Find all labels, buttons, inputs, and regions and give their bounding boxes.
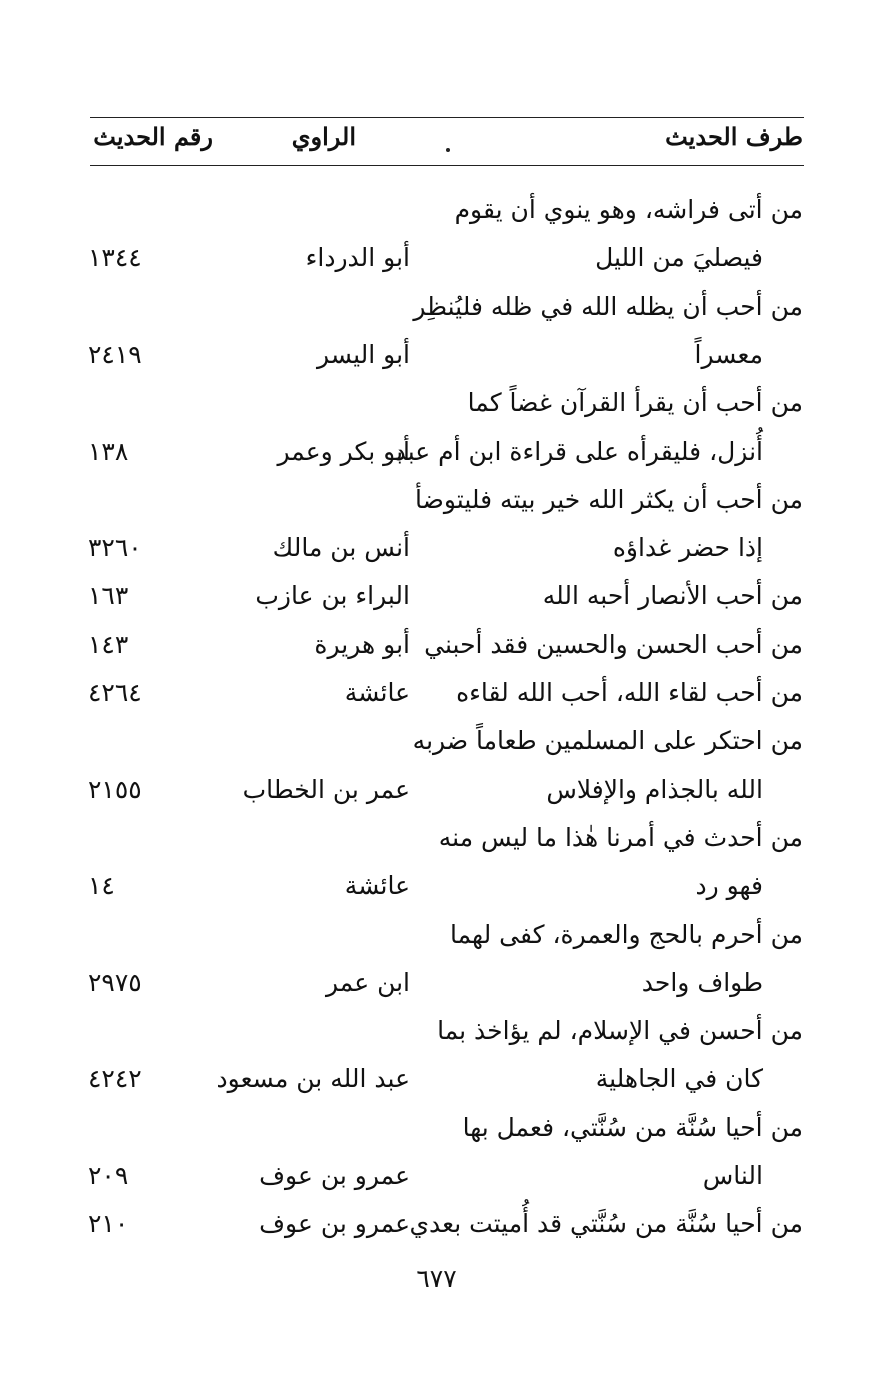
hadith-text-line: من أحيا سُنَّة من سُنَّتي قد أُميتت بعدي [409, 1209, 803, 1239]
hadith-number: ٣٢٦٠ [88, 533, 142, 563]
hadith-number: ١٣٤٤ [88, 243, 142, 273]
hadith-text-continuation: الناس [702, 1161, 763, 1190]
narrator-name: عائشة [344, 678, 410, 707]
hadith-text-continuation: الله بالجذام والإفلاس [546, 774, 763, 804]
page-number: ٦٧٧ [416, 1264, 457, 1293]
hadith-number: ٢١٠ [88, 1209, 129, 1239]
hadith-text-line: من أحدث في أمرنا هٰذا ما ليس منه [438, 822, 803, 852]
hadith-number: ١٤ [88, 871, 115, 901]
narrator-name: عمرو بن عوف [259, 1209, 410, 1239]
hadith-number: ٢٠٩ [88, 1161, 129, 1190]
header-hadith-text: طرف الحديث [665, 122, 803, 151]
hadith-number: ٢٩٧٥ [88, 967, 142, 997]
hadith-text-line: من أتى فراشه، وهو ينوي أن يقوم [454, 195, 803, 224]
hadith-text-line: من أحب الحسن والحسين فقد أحبني [424, 629, 803, 659]
hadith-text-line: من أحب لقاء الله، أحب الله لقاءه [456, 678, 803, 707]
header-bottom-rule [90, 165, 804, 166]
hadith-text-continuation: إذا حضر غداؤه [612, 533, 763, 563]
header-top-rule [90, 117, 804, 118]
hadith-text-line: من أحب أن يظله الله في ظله فليُنظِر [413, 291, 803, 321]
hadith-number: ١٦٣ [88, 581, 129, 611]
narrator-name: أبو اليسر [317, 339, 410, 369]
narrator-name: عمرو بن عوف [259, 1161, 410, 1190]
hadith-text-continuation: فيصليَ من الليل [595, 243, 763, 273]
narrator-name: عمر بن الخطاب [242, 774, 410, 804]
hadith-number: ٢١٥٥ [88, 774, 142, 804]
hadith-number: ٤٢٦٤ [88, 678, 142, 707]
narrator-name: أبو هريرة [314, 629, 410, 659]
hadith-text-continuation: كان في الجاهلية [595, 1064, 763, 1094]
hadith-text-line: من أحب أن يقرأ القرآن غضاً كما [467, 388, 803, 418]
header-number: رقم الحديث [93, 122, 213, 151]
hadith-text-line: من أحب أن يكثر الله خير بيته فليتوضأ [415, 484, 803, 514]
header-dot [446, 148, 450, 152]
narrator-name: أبو الدرداء [305, 243, 410, 273]
hadith-number: ١٤٣ [88, 629, 129, 659]
narrator-name: عبد الله بن مسعود [216, 1064, 410, 1094]
hadith-text-line: من أحب الأنصار أحبه الله [542, 581, 803, 611]
hadith-text-line: من أحسن في الإسلام، لم يؤاخذ بما [437, 1016, 803, 1046]
hadith-text-line: من أحرم بالحج والعمرة، كفى لهما [449, 919, 803, 949]
narrator-name: ابن عمر [325, 967, 410, 997]
hadith-number: ٢٤١٩ [88, 339, 142, 369]
hadith-text-continuation: معسراً [694, 339, 763, 369]
hadith-text-continuation: فهو رد [695, 871, 763, 901]
narrator-name: عائشة [344, 871, 410, 901]
hadith-text-line: من احتكر على المسلمين طعاماً ضربه [412, 726, 803, 756]
hadith-number: ٤٢٤٢ [88, 1064, 142, 1094]
hadith-text-continuation: طواف واحد [641, 967, 763, 997]
hadith-text-continuation: أُنزل، فليقرأه على قراءة ابن أم عبد [394, 436, 763, 466]
hadith-number: ١٣٨ [88, 436, 129, 466]
narrator-name: البراء بن عازب [255, 581, 410, 611]
narrator-name: أبو بكر وعمر [277, 436, 410, 466]
header-narrator: الراوي [291, 122, 356, 151]
narrator-name: أنس بن مالك [272, 533, 410, 563]
hadith-text-line: من أحيا سُنَّة من سُنَّتي، فعمل بها [462, 1112, 803, 1142]
